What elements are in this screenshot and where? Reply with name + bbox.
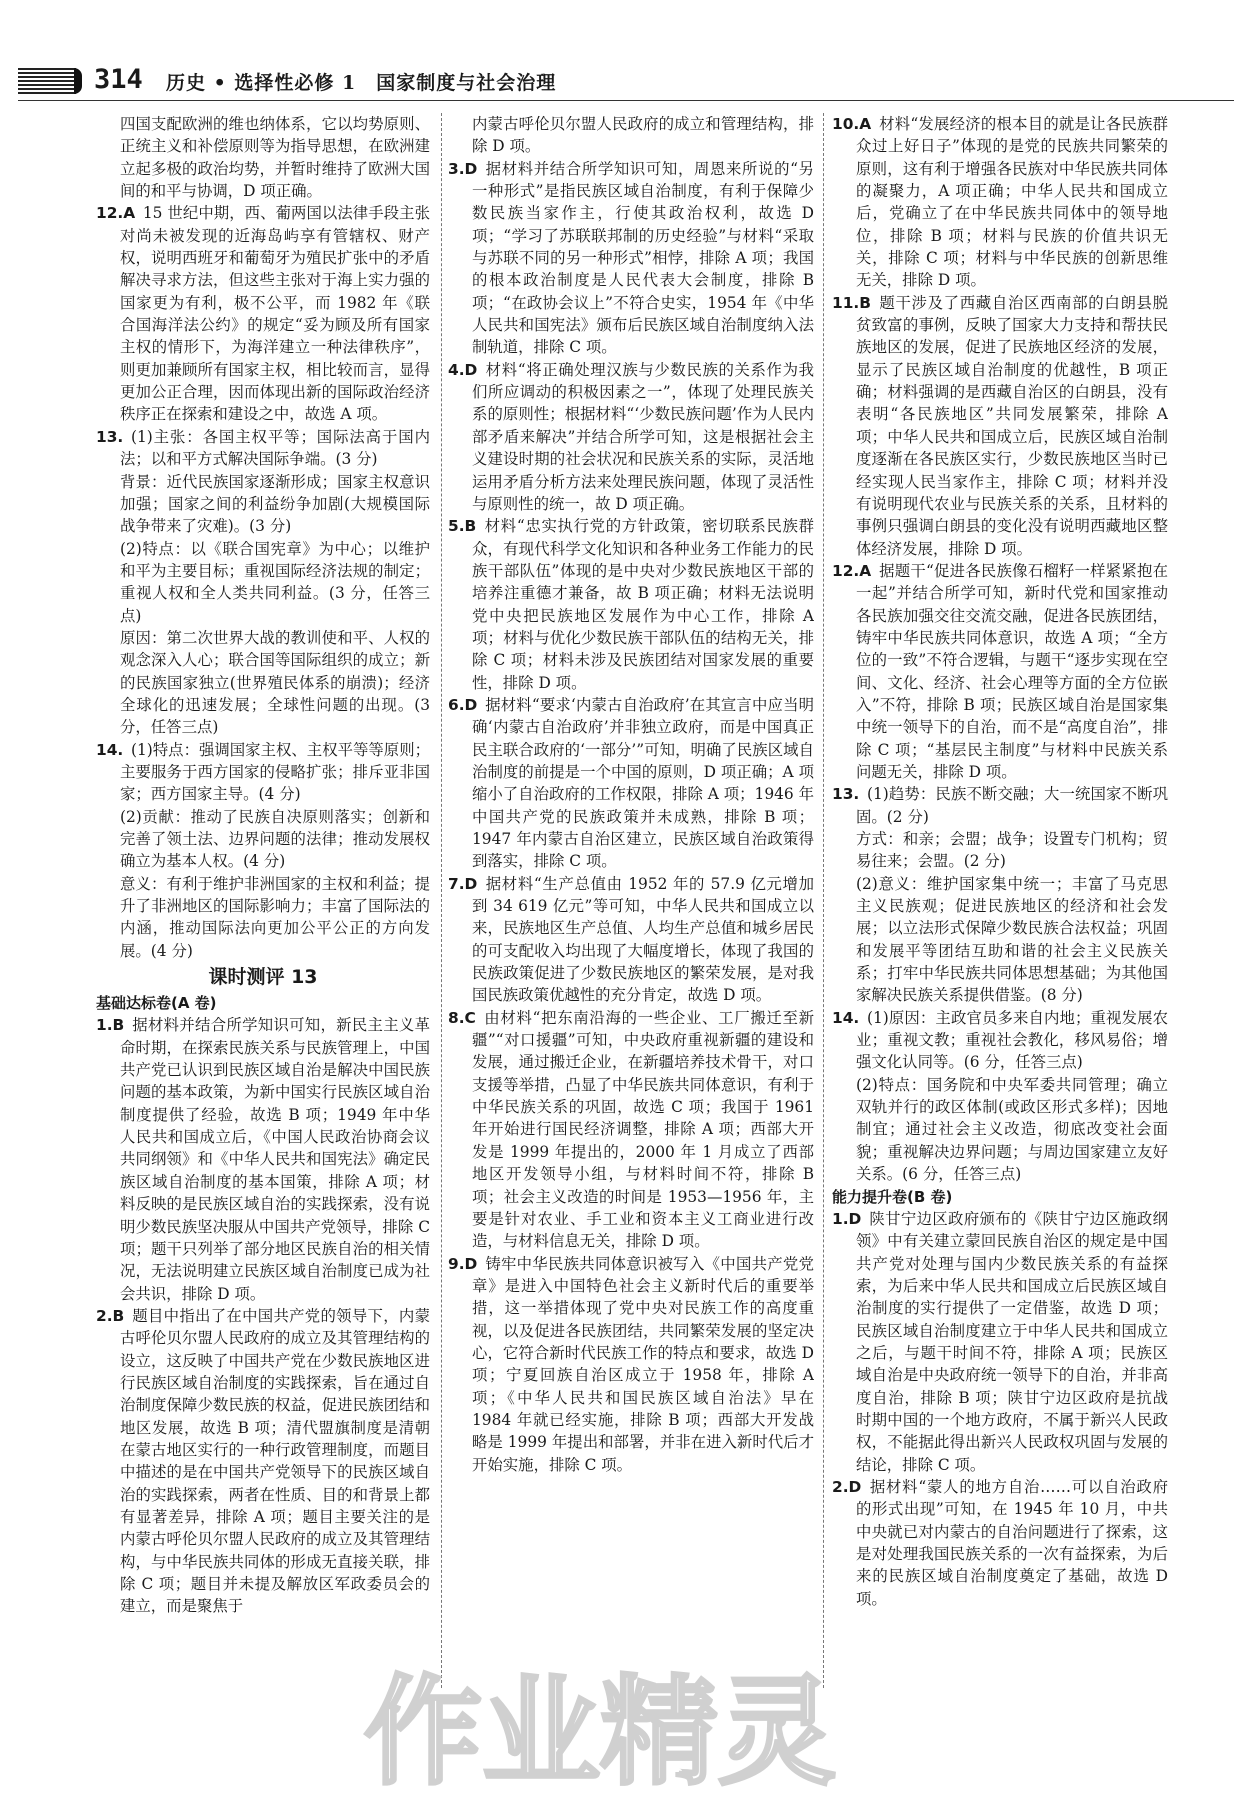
answer-text: 15 世纪中期，西、葡两国以法律手段主张对尚未被发现的近海岛屿享有管辖权、财产权，说明西班牙和葡萄牙为殖民扩张中的矛盾解决寻求方法，但这些主张对于海上实力强的国家更为有利，极不公平，而 1982 年《联合国海洋法公约》的规定“妥为顾及所有国家主权的情形下，为海洋建立一种法律秩序”，则更加兼顾所有国家主权，相比较而言，显得更加公正合理，因而体现出新的国际政治经济秩序正在探索和建设之中，故选 A 项。: [120, 204, 430, 424]
answer-number: 4.D: [448, 360, 478, 379]
column-right: [832, 113, 1168, 1673]
column-divider: [823, 113, 824, 1688]
subsection-title: 能力提升卷(B 卷): [832, 1187, 953, 1206]
answer-text: (1)原因：主政官员多来自内地；重视发展农业；重视文教；重视社会教化，移风易俗；增强文化认同等。(6 分，任答三点): [856, 1008, 1168, 1072]
answer-number: 7.D: [448, 874, 478, 893]
answer-text: 据材料并结合所学知识可知，新民主主义革命时期，在探索民族关系与民族管理上，中国共产党已认识到民族区域自治是解决中国民族问题的基本政策，为新中国实行民族区域自治制度提供了经验，故选 B 项；1949 年中华人民共和国成立后，《中国人民政治协商会议共同纲领》和《中华人民共和国宪法》确定民族区域自治制度的基本国策，排除 A 项；材料反映的是民族区域自治的实践探索，没有说明少数民族坚决服从中国共产党领导，排除 C 项；题干只列举了部分地区民族自治的相关情况，无法说明建立民族区域自治制度已成为社会共识，排除 D 项。: [120, 1016, 430, 1303]
answer-item: [448, 694, 814, 873]
answer-text: 题目中指出了在中国共产党的领导下，内蒙古呼伦贝尔盟人民政府的成立及其管理结构的设立，这反映了中国共产党在少数民族地区进行民族区域自治制度的实践探索，旨在通过自治制度保障少数民族的权益，促进民族团结和地区发展，故选 B 项；清代盟旗制度是清朝在蒙古地区实行的一种行政管理制度，而题目中描述的是在中国共产党领导下的民族区域自治的实践探索，两者在性质、目的和背景上都有显著差异，排除 A 项；题目主要关注的是内蒙古呼伦贝尔盟人民政府的成立及其管理结构，与中华民族共同体的形成无直接关联，排除 C 项；题目并未提及解放区军政委员会的建立，而是聚焦于: [120, 1306, 430, 1616]
answer-item: [832, 1476, 1168, 1610]
answer-item: [96, 426, 430, 471]
answer-text: (1)特点：强调国家主权、主权平等等原则；主要服务于西方国家的侵略扩张；排斥亚非国家；西方国家主导。(4 分): [120, 740, 430, 804]
answer-number: 13.: [96, 427, 124, 446]
answer-item: [832, 783, 1168, 828]
answer-text: 铸牢中华民族共同体意识被写入《中国共产党党章》是进入中国特色社会主义新时代后的重要举措，这一举措体现了党中央对民族工作的高度重视，以及促进各民族团结，共同繁荣发展的坚定决心，它符合新时代民族工作的特点和要求，故选 D 项；宁夏回族自治区成立于 1958 年，排除 A 项；《中华人民共和国民族区域自治法》早在 1984 年就已经实施，排除 B 项；西部大开发战略是 1999 年提出和部署，并非在进入新时代后才开始实施，排除 C 项。: [472, 1254, 814, 1474]
answer-text: 材料“发展经济的根本目的就是让各民族群众过上好日子”体现的是党的民族共同繁荣的原则，这有利于增强各民族对中华民族共同体的凝聚力，A 项正确；中华人民共和国成立后，党确立了在中华民族共同体中的领导地位，排除 B 项；材料与民族的价值共识无关，排除 C 项；材料与中华民族的创新思维无关，排除 D 项。: [856, 115, 1168, 290]
answer-text: 材料“忠实执行党的方针政策，密切联系民族群众，有现代科学文化知识和各种业务工作能力的民族干部队伍”体现的是中央对少数民族地区干部的培养注重德才兼备，故 B 项正确；材料无法说明党中央把民族地区发展作为中心工作，排除 A 项；材料与优化少数民族干部队伍的结构无关，排除 C 项；材料未涉及民族团结对国家发展的重要性，排除 D 项。: [472, 517, 814, 692]
page-title: 历史 • 选择性必修 1 国家制度与社会治理: [166, 72, 557, 94]
answer-text: (1)趋势：民族不断交融；大一统国家不断巩固。(2 分): [856, 785, 1168, 826]
answer-text: 据材料“要求‘内蒙古自治政府’在其宣言中应当明确‘内蒙古自治政府’并非独立政府，而是中国真正民主联合政府的‘一部分’”可知，明确了民族区域自治制度的前提是一个中国的原则，D 项正确；A 项缩小了自治政府的工作权限，排除 A 项；1946 年中国共产党的民族政策并未成熟，排除 B 项；1947 年内蒙古自治区建立，民族区域自治政策得到落实，排除 C 项。: [472, 695, 814, 871]
answer-text: 材料“将正确处理汉族与少数民族的关系作为我们所应调动的积极因素之一”，体现了处理民族关系的原则性；根据材料“‘少数民族问题’作为人民内部矛盾来解决”并结合所学可知，这是根据社会主义建设时期的社会状况和民族关系的实际，灵活地运用矛盾分析方法来处理民族问题，体现了灵活性与原则性的统一，故 D 项正确。: [472, 360, 814, 513]
page-header: [18, 64, 1218, 104]
column-middle: [448, 113, 814, 1673]
watermark-text: 作业精灵: [363, 1663, 837, 1801]
answer-item: [96, 739, 430, 806]
answer-paragraph: (2)意义：维护国家集中统一；丰富了马克思主义民族观；促进民族地区的经济和社会发展；以立法形式保障少数民族合法权益；巩固和发展平等团结互助和谐的社会主义民族关系；打牢中华民族共同体思想基础；为其他国家解决民族关系提供借鉴。(8 分): [856, 874, 1168, 1005]
header-rule: [18, 100, 1234, 101]
answer-number: 8.C: [448, 1008, 476, 1027]
answer-item: [448, 1253, 814, 1476]
answer-paragraph: 背景：近代民族国家逐渐形成；国家主权意识加强；国家之间的利益纷争加剧(大规模国际战争带来了灾难)。(3 分): [120, 472, 430, 536]
column-left: [96, 113, 430, 1673]
answer-paragraph: 方式：和亲；会盟；战争；设置专门机构；贸易往来；会盟。(2 分): [856, 830, 1168, 871]
answer-item: [448, 515, 814, 694]
watermark-logo: [300, 1655, 900, 1805]
answer-paragraph: 内蒙古呼伦贝尔盟人民政府的成立和管理结构，排除 D 项。: [472, 115, 814, 156]
answer-number: 9.D: [448, 1254, 478, 1273]
answer-text: 题干涉及了西藏自治区西南部的白朗县脱贫致富的事例，反映了国家大力支持和帮扶民族地区的发展，促进了民族地区经济的发展，显示了民族区域自治制度的优越性，B 项正确；材料强调的是西藏自治区的白朗县，没有表明“各民族地区”共同发展繁荣，排除 A 项；中华人民共和国成立后，民族区域自治制度逐渐在各民族区实行，少数民族地区当时已经实现人民当家作主，排除 C 项；材料并没有说明现代农业与民族关系的关系，且材料的事例只强调白朗县的变化没有说明西藏地区整体经济发展，排除 D 项。: [856, 293, 1168, 558]
answer-item: [832, 113, 1168, 292]
answer-number: 1.B: [96, 1016, 125, 1035]
answer-paragraph: (2)特点：国务院和中央军委共同管理；确立双轨并行的政区体制(或政区形式多样)；因地制宜；通过社会主义改造，彻底改变社会面貌；重视解决边界问题；与周边国家建立友好关系。(6 分，任答三点): [856, 1075, 1168, 1184]
answer-number: 11.B: [832, 293, 871, 312]
answer-item: [96, 1014, 430, 1304]
answer-item: [448, 359, 814, 515]
answer-item: [448, 1007, 814, 1253]
answer-text: 据材料“生产总值由 1952 年的 57.9 亿元增加到 34 619 亿元”等可知，中华人民共和国成立以来，民族地区生产总值、人均生产总值和城乡居民的可支配收入均出现了大幅度增长，体现了我国的民族政策促进了少数民族地区的繁荣发展，是对我国民族政策优越性的充分肯定，故选 D 项。: [472, 874, 814, 1005]
answer-paragraph: (2)贡献：推动了民族自决原则落实；创新和完善了领土法、边界问题的法律；推动发展权确立为基本人权。(4 分): [120, 807, 430, 871]
answer-number: 14.: [96, 740, 124, 759]
answer-paragraph: (2)特点：以《联合国宪章》为中心；以维护和平为主要目标；重视国际经济法规的制定；重视人权和全人类共同利益。(3 分，任答三点): [120, 539, 430, 625]
answer-number: 12.A: [832, 561, 872, 580]
answer-number: 12.A: [96, 204, 136, 223]
answer-number: 2.B: [96, 1306, 125, 1325]
answer-item: [832, 560, 1168, 783]
answer-paragraph: 意义：有利于维护非洲国家的主权和利益；提升了非洲地区的国际影响力；丰富了国际法的内涵，推动国际法向更加公平公正的方向发展。(4 分): [120, 874, 430, 960]
answer-paragraph: 原因：第二次世界大战的教训使和平、人权的观念深入人心；联合国等国际组织的成立；新的民族国家独立(世界殖民体系的崩溃)；经济全球化的迅速发展；全球性问题的出现。(3 分，任答三点): [120, 628, 430, 737]
answer-number: 5.B: [448, 517, 477, 536]
answer-number: 13.: [832, 785, 860, 804]
answer-text: (1)主张：各国主权平等；国际法高于国内法；以和平方式解决国际争端。(3 分): [120, 427, 430, 469]
answer-text: 陕甘宁边区政府颁布的《陕甘宁边区施政纲领》中有关建立蒙回民族自治区的规定是中国共产党对处理与国内少数民族关系的有益探索，为后来中华人民共和国成立后民族区域自治制度的实行提供了一定借鉴，故选 D 项；民族区域自治制度建立于中华人民共和国成立之后，与题干时间不符，排除 A 项；民族区域自治是中央政府统一领导下的自治，并非高度自治，排除 B 项；陕甘宁边区政府是抗战时期中国的一个地方政府，不属于新兴人民政权，不能据此得出新兴人民政权巩固与发展的结论，排除 C 项。: [856, 1209, 1168, 1474]
answer-text: 由材料“把东南沿海的一些企业、工厂搬迁至新疆”“对口援疆”可知，中央政府重视新疆的建设和发展，通过搬迁企业，在新疆培养技术骨干，对口支援等举措，凸显了中华民族共同体意识，有利于中华民族关系的巩固，故选 C 项；我国于 1961 年开始进行国民经济调整，排除 A 项；西部大开发是 1999 年提出的，2000 年 1 月成立了西部地区开发领导小组，与材料时间不符，排除 B 项；社会主义改造的时间是 1953—1956 年，主要是针对农业、手工业和资本主义工商业进行改造，与材料信息无关，排除 D 项。: [472, 1008, 814, 1251]
answer-item: [832, 1208, 1168, 1476]
answer-item: [832, 1007, 1168, 1074]
answer-number: 3.D: [448, 159, 478, 178]
answer-number: 6.D: [448, 695, 478, 714]
answer-text: 据题干“促进各民族像石榴籽一样紧紧抱在一起”并结合所学可知，新时代党和国家推动各民族加强交往交流交融，促进各民族团结，铸牢中华民族共同体意识，故选 A 项；“全方位的一致”不符合逻辑，与题干“逐步实现在空间、文化、经济、社会心理等方面的全方位嵌入”不符，排除 B 项；民族区域自治是国家集中统一领导下的自治，而不是“高度自治”，排除 C 项；“基层民主制度”与材料中民族关系问题无关，排除 D 项。: [856, 561, 1168, 781]
answer-text: 据材料“蒙人的地方自治……可以自治政府的形式出现”可知，在 1945 年 10 月，中共中央就已对内蒙古的自治问题进行了探索，这是对处理我国民族关系的一次有益探索，为后来的民族区域自治制度奠定了基础，故选 D 项。: [856, 1477, 1168, 1608]
answer-item: [448, 873, 814, 1007]
subsection-title: 基础达标卷(A 卷): [96, 994, 217, 1013]
column-divider: [441, 113, 442, 1688]
answer-number: 14.: [832, 1008, 860, 1027]
answer-number: 1.D: [832, 1209, 862, 1228]
answer-item: [448, 158, 814, 359]
answer-number: 10.A: [832, 115, 872, 133]
answer-item: [96, 202, 430, 425]
page-number: 314: [94, 64, 143, 95]
answer-number: 2.D: [832, 1477, 862, 1496]
section-title: 课时测评 13: [208, 966, 318, 989]
answer-item: [832, 292, 1168, 560]
answer-item: [96, 1305, 430, 1618]
answer-paragraph: 四国支配欧洲的维也纳体系，它以均势原则、正统主义和补偿原则等为指导思想，在欧洲建立起多极的政治均势，并暂时维持了欧洲大国间的和平与协调，D 项正确。: [120, 115, 430, 201]
header-decoration: [18, 68, 76, 94]
answer-text: 据材料并结合所学知识可知，周恩来所说的“另一种形式”是指民族区域自治制度，有利于保障少数民族当家作主，行使其政治权利，故选 D 项；“学习了苏联联邦制的历史经验”与材料“采取与苏联不同的另一种形式”相悖，排除 A 项；我国的根本政治制度是人民代表大会制度，排除 B 项；“在政协会议上”不符合史实，1954 年《中华人民共和国宪法》颁布后民族区域自治制度纳入法制轨道，排除 C 项。: [472, 159, 814, 357]
